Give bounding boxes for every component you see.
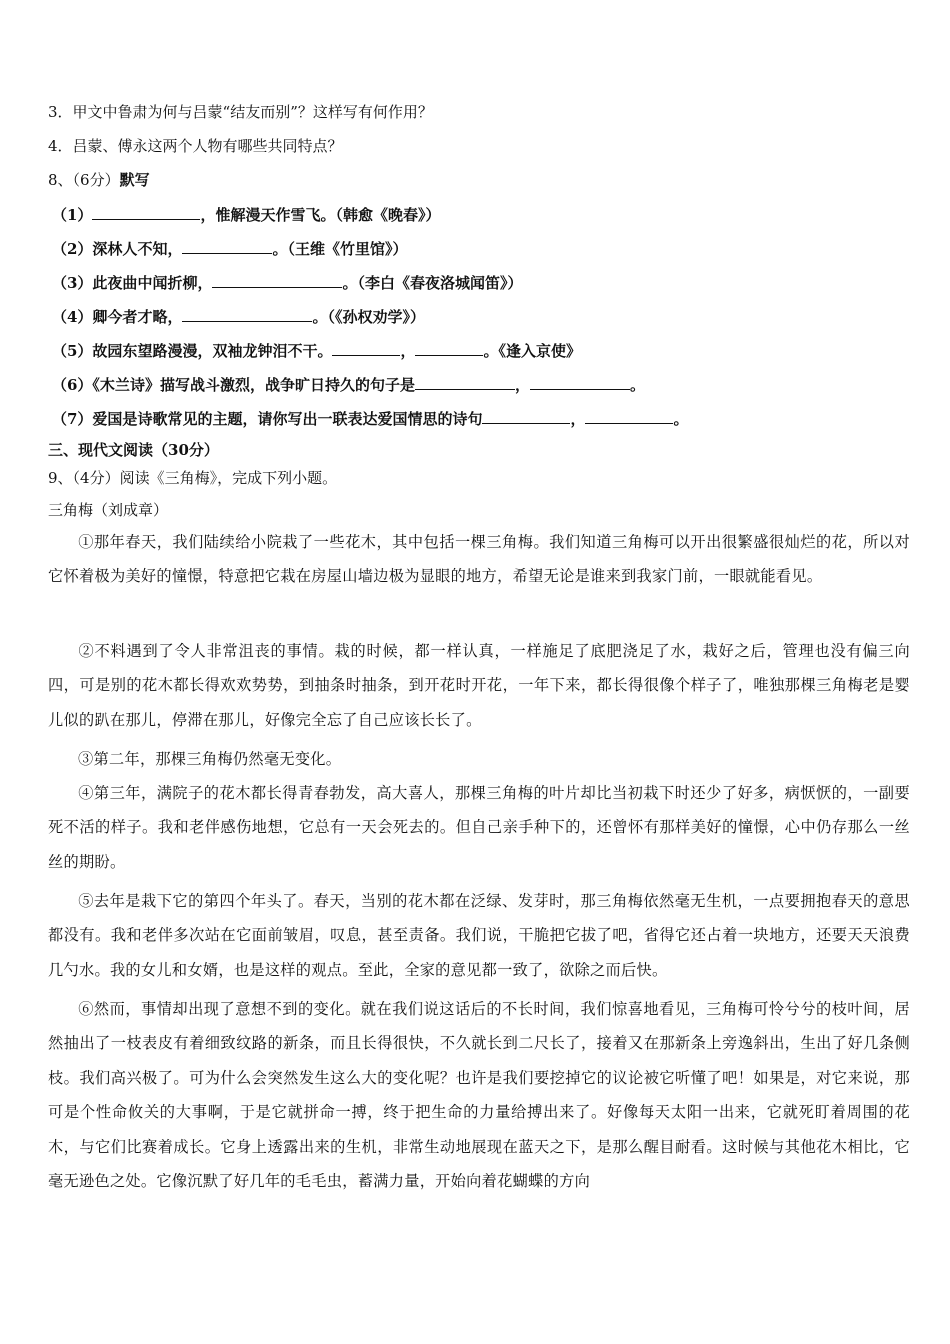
item-7-suffix: 。 xyxy=(673,410,689,428)
item-3-prefix: （3）此夜曲中闻折柳， xyxy=(52,274,213,292)
answer-blank[interactable] xyxy=(482,408,570,424)
article-paragraph-6: ⑥然而，事情却出现了意想不到的变化。就在我们说这话后的不长时间，我们惊喜地看见，三角梅可怜兮兮的枝叶间，居然抽出了一枝表皮有着细致纹路的新条，而且长得很快，不久就长到二尺长了，接着又在那新条上旁逸斜出，生出了好几条侧枝。我们高兴极了。可为什么会突然发生这么大的变化呢？也许是我们要挖掉它的议论被它听懂了吧！如果是，对它来说，那可是个性命攸关的大事啊，于是它就拼命一搏，终于把生命的力量给搏出来了。好像每天太阳一出来，它就死盯着周围的花木，与它们比赛着成长。它身上透露出来的生机，非常生动地展现在蓝天之下，是那么醒目耐看。这时候与其他花木相比，它毫无逊色之处。它像沉默了好几年的毛毛虫，蓄满力量，开始向着花蝴蝶的方向 xyxy=(48,1000,910,1191)
question-3: 3．甲文中鲁肃为何与吕蒙“结友而别”？这样写有何作用？ xyxy=(48,103,433,121)
dictation-item-2 xyxy=(52,238,407,259)
answer-blank[interactable] xyxy=(332,340,400,356)
article-paragraph-5: ⑤去年是栽下它的第四个年头了。春天，当别的花木都在泛绿、发芽时，那三角梅依然毫无生机，一点要拥抱春天的意思都没有。我和老伴多次站在它面前皱眉，叹息，甚至责备。我们说，干脆把它拔了吧，省得它还占着一块地方，还要天天浪费几勺水。我的女儿和女婿，也是这样的观点。至此，全家的意见都一致了，欲除之而后快。 xyxy=(48,892,910,979)
item-5-prefix: （5）故园东望路漫漫，双袖龙钟泪不干。 xyxy=(52,342,333,360)
dictation-item-6 xyxy=(52,374,645,395)
item-2-prefix: （2）深林人不知， xyxy=(52,240,183,258)
dictation-title: 默写 xyxy=(119,171,150,189)
item-6-suffix: 。 xyxy=(629,376,645,394)
article-paragraph-3: ③第二年，那棵三角梅仍然毫无变化。 xyxy=(78,750,342,768)
item-7-prefix: （7）爱国是诗歌常见的主题，请你写出一联表达爱国情思的诗句 xyxy=(52,410,483,428)
dictation-item-3 xyxy=(52,272,522,293)
article-paragraph-1: ①那年春天，我们陆续给小院栽了一些花木，其中包括一棵三角梅。我们知道三角梅可以开出很繁盛很灿烂的花，所以对它怀着极为美好的憧憬，特意把它栽在房屋山墙边极为显眼的地方，希望无论是谁来到我家门前，一眼就能看见。 xyxy=(48,533,910,586)
item-6-comma: ， xyxy=(514,376,530,394)
item-5-suffix: 。《逢入京使》 xyxy=(483,342,581,360)
section-3-heading: 三、现代文阅读（30分） xyxy=(48,441,219,459)
item-4-suffix: 。（《孙权劝学》） xyxy=(312,308,425,326)
item-6-prefix: （6）《木兰诗》描写战斗激烈，战争旷日持久的句子是 xyxy=(52,376,415,394)
item-5-comma: ， xyxy=(400,342,416,360)
dictation-number: 8、（6分） xyxy=(48,171,120,189)
answer-blank[interactable] xyxy=(92,204,200,220)
item-1-suffix: ，惟解漫天作雪飞。（韩愈《晚春》） xyxy=(200,206,441,224)
answer-blank[interactable] xyxy=(415,340,483,356)
answer-blank[interactable] xyxy=(530,374,630,390)
answer-blank[interactable] xyxy=(182,238,272,254)
item-4-prefix: （4）卿今者才略， xyxy=(52,308,183,326)
article-title: 三角梅（刘成章） xyxy=(48,501,169,519)
item-2-suffix: 。（王维《竹里馆》） xyxy=(272,240,408,258)
question-9: 9、（4分）阅读《三角梅》，完成下列小题。 xyxy=(48,469,338,487)
answer-blank[interactable] xyxy=(182,306,312,322)
article-paragraph-2: ②不料遇到了令人非常沮丧的事情。栽的时候，都一样认真，一样施足了底肥浇足了水，栽好之后，管理也没有偏三向四，可是别的花木都长得欢欢势势，到抽条时抽条，到开花时开花，一年下来，都长得很像个样子了，唯独那棵三角梅老是婴儿似的趴在那儿，停滞在那儿，好像完全忘了自己应该长长了。 xyxy=(48,642,910,729)
dictation-item-5 xyxy=(52,340,581,361)
answer-blank[interactable] xyxy=(415,374,515,390)
dictation-item-7 xyxy=(52,408,688,429)
item-1-prefix: （1） xyxy=(52,206,93,224)
dictation-header xyxy=(48,170,150,190)
item-3-suffix: 。（李白《春夜洛城闻笛》） xyxy=(342,274,523,292)
article-paragraph-4: ④第三年，满院子的花木都长得青春勃发，高大喜人，那棵三角梅的叶片却比当初栽下时还少了好多，病恹恹的，一副要死不活的样子。我和老伴感伤地想，它总有一天会死去的。但自己亲手种下的，还曾怀有那样美好的憧憬，心中仍存那么一丝丝的期盼。 xyxy=(48,784,910,871)
item-7-comma: ， xyxy=(570,410,586,428)
answer-blank[interactable] xyxy=(212,272,342,288)
dictation-item-1 xyxy=(52,204,440,225)
answer-blank[interactable] xyxy=(585,408,673,424)
dictation-item-4 xyxy=(52,306,425,327)
question-4: 4．吕蒙、傅永这两个人物有哪些共同特点？ xyxy=(48,137,343,155)
